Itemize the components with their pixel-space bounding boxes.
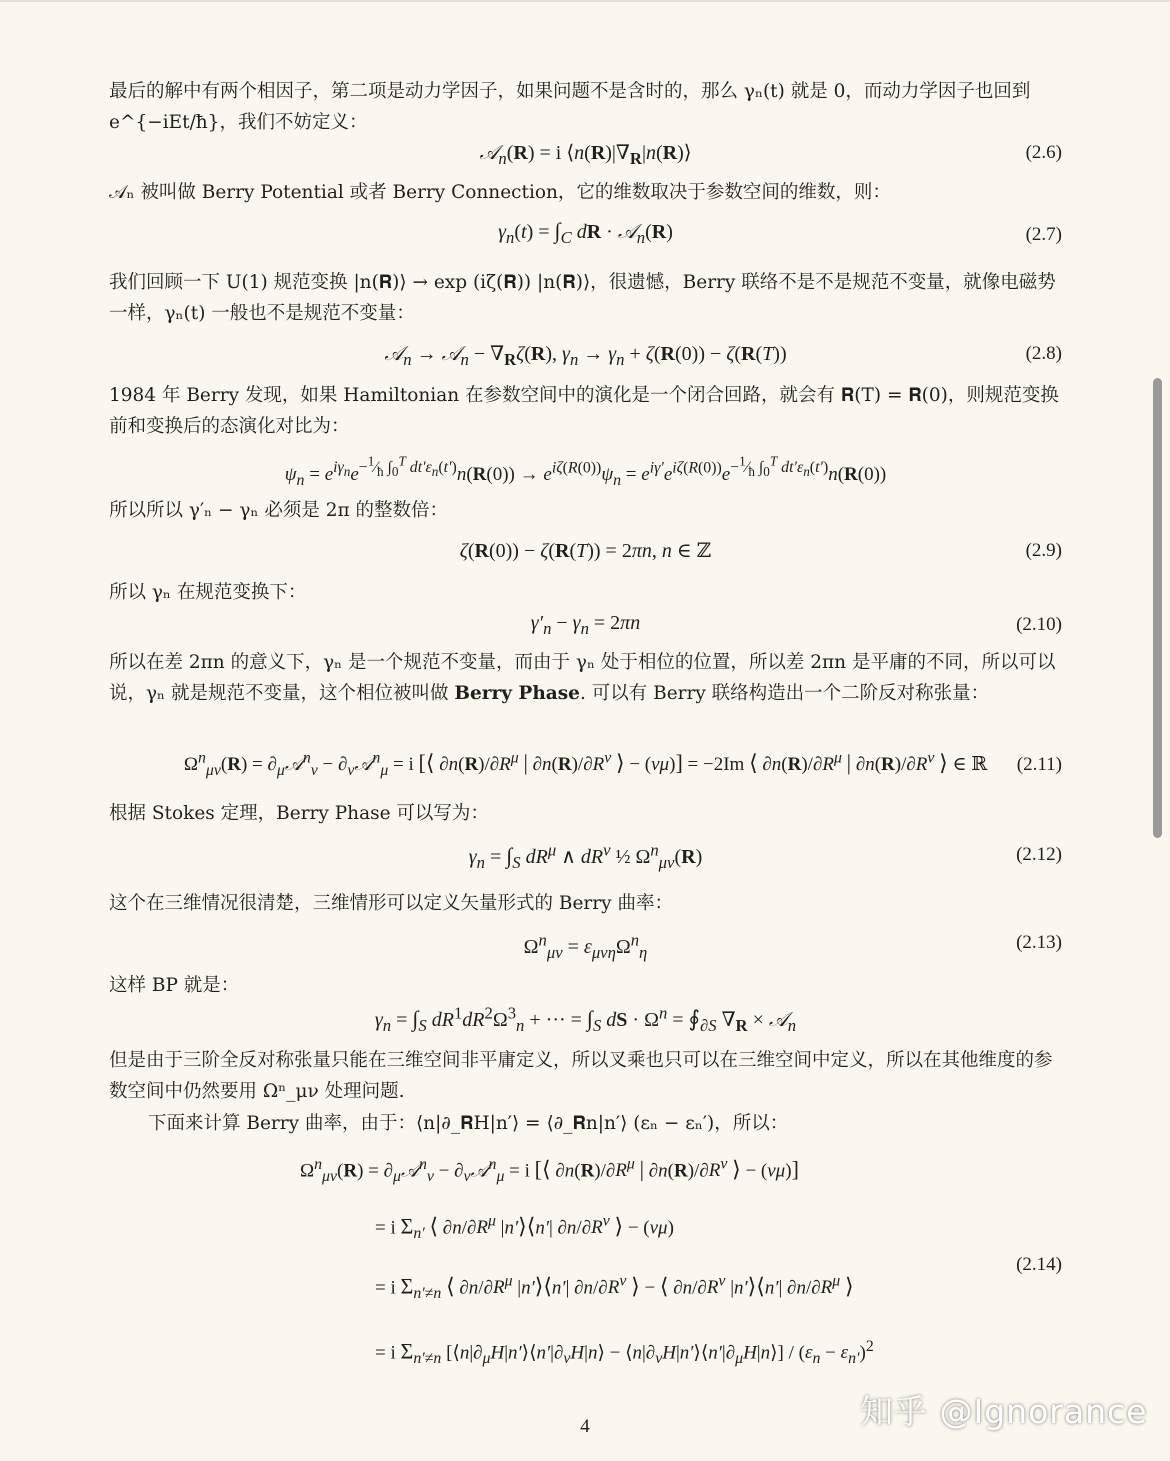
page-top-edge: [0, 0, 1170, 2]
equation-2-7-expr: $\gamma_n(t) = \int_C$ dR · 𝒜$_n$(R): [498, 218, 673, 247]
paragraph-10: 这样 BP 就是：: [109, 975, 240, 996]
equation-2-14-line-1: $\Omega^n_{\mu\nu}(R)$ = $\partial_\mu 𝒜^n_\nu$ − $\partial_\nu 𝒜^n_\mu = i$ [⟨ $\partial n(R)/\partial R^\mu$ | $\partial n(R)/\partial R^\nu$ ⟩ − (νμ)]: [300, 1156, 799, 1186]
equation-number-2-12: (2.12): [1016, 844, 1062, 865]
paragraph-7: [109, 647, 1062, 709]
paragraph-2: 𝒜ₙ 被叫做 Berry Potential 或者 Berry Connection，它的维数取决于参数空间的维数，则：: [109, 182, 891, 203]
equation-2-6: [109, 140, 1062, 169]
paragraph-3: 我们回顾一下 U(1) 规范变换 |n(𝐑)⟩ → exp (iζ(𝐑)) |n(𝐑)⟩，很遗憾，Berry 联络不是不是规范不变量，就像电磁势一样，γₙ(t) 一般也不是规范不变量：: [109, 272, 1056, 324]
paragraph-7-text-a: 所以在差 2πn 的意义下，γₙ 是一个规范不变量，而由于 γₙ 处于相位的位置，所以差 2πn 是平庸的不同，所以可以说，γₙ 就是规范不变量，这个相位被叫做: [109, 652, 1056, 704]
paragraph-1: 最后的解中有两个相因子，第二项是动力学因子，如果问题不是含时的，那么 γₙ(t) 就是 0，而动力学因子也回到 e^{−iEt/ħ}，我们不妨定义：: [109, 81, 1031, 133]
equation-psi-expr: $\psi_n = e^{i\gamma_n}e^{-^1⁄_ħ \int_0^T dt'\varepsilon_n(t')}n(R(0)) \to e^{i\zeta(R(0))}\psi_n = e^{i\gamma'}e^{i\zeta(R(0))}e^{-^1⁄_ħ \int_0^T dt'\varepsilon_n(t')}n(R(0))$: [284, 454, 887, 489]
equation-2-11-expr: $\Omega^n_{\mu\nu}(R)$ = $\partial_\mu 𝒜^n_\nu$ − $\partial_\nu 𝒜^n_\mu = i$ [⟨ $\partial n(R)/\partial R^\mu$ | $\partial n(R)/\partial R^\nu$ ⟩ − (νμ)] = −2Im ⟨ $\partial n(R)/\partial R^\mu$ | $\partial n(R)/\partial R^\nu$ ⟩ ∈ ℝ: [183, 750, 988, 780]
paragraph-7-text-c: . 可以有 Berry 联络构造出一个二阶反对称张量：: [579, 683, 990, 704]
equation-2-6-expr: 𝒜$_n$(R) = i $⟨n(R)|\nabla_R|n(R)⟩$: [479, 142, 692, 168]
paragraph-9: 这个在三维情况很清楚，三维情形可以定义矢量形式的 Berry 曲率：: [109, 893, 673, 914]
equation-2-14-line-4: = i $\Sigma_{n'\ne n}$ [$⟨n|\partial_\mu H|n'⟩⟨n'|\partial_\nu H|n⟩$ − $⟨n|\partial_\nu H|n'⟩⟨n'|\partial_\mu H|n⟩] / (\varepsilon_n - \varepsilon_{n'})^2$: [375, 1338, 874, 1368]
equation-2-13-expr: $\Omega^n_{\mu\nu} = \varepsilon_{\mu\nu\eta}\Omega^n_\eta$: [523, 930, 648, 962]
paragraph-12: 下面来计算 Berry 曲率，由于：⟨n|∂_𝐑H|n′⟩ = ⟨∂_𝐑n|n′⟩ (εₙ − εₙ′)，所以：: [148, 1113, 789, 1134]
equation-2-7: [109, 218, 1062, 248]
vertical-scrollbar[interactable]: [1153, 378, 1162, 838]
paragraph-4: 1984 年 Berry 发现，如果 Hamiltonian 在参数空间中的演化是一个闭合回路，就会有 𝐑(T) = 𝐑(0)，则规范变换前和变换后的态演化对比为：: [109, 385, 1059, 437]
paragraph-5: 所以所以 γ′ₙ − γₙ 必须是 2π 的整数倍：: [109, 500, 449, 521]
berry-phase-term: Berry Phase: [454, 683, 580, 704]
equation-number-2-9: (2.9): [1025, 540, 1062, 561]
equation-2-11: [109, 750, 1062, 780]
equation-2-13: [109, 930, 1062, 963]
paragraph-6: 所以 γₙ 在规范变换下：: [109, 582, 307, 603]
equation-2-10: [109, 612, 1062, 639]
equation-berry-phase-3d: [109, 1003, 1062, 1036]
equation-2-14-line-2: = i $\Sigma_{n'}$ ⟨ $\partial n/\partial R^\mu$ |n′⟩⟨n′| $\partial n/\partial R^\nu$ ⟩ − (νμ): [375, 1213, 674, 1243]
equation-2-9: [109, 538, 1062, 563]
equation-berry-phase-3d-expr: $\gamma_n = \int_S$ $dR^1dR^2\Omega^3_n$ + ··· = $\int_S$ dS · $\Omega^n$ = $∮_{\partial S}$ $\nabla_R$ × 𝒜$_n$: [374, 1003, 797, 1035]
equation-number-2-14: (2.14): [1016, 1254, 1062, 1275]
page-number: 4: [580, 1416, 590, 1437]
equation-psi-evolution: [109, 454, 1062, 489]
zhihu-watermark: 知乎 @Ignorance: [860, 1392, 1148, 1431]
equation-2-9-expr: ζ(R(0)) − ζ(R(T)) = 2πn, n ∈ ℤ: [459, 540, 712, 562]
equation-number-2-6: (2.6): [1025, 142, 1062, 163]
equation-number-2-7: (2.7): [1025, 224, 1062, 245]
equation-number-2-10: (2.10): [1016, 614, 1062, 635]
paragraph-11: 但是由于三阶全反对称张量只能在三维空间非平庸定义，所以叉乘也只可以在三维空间中定义，所以在其他维度的参数空间中仍然要用 Ωⁿ_μν 处理问题.: [109, 1050, 1053, 1102]
equation-number-2-13: (2.13): [1016, 932, 1062, 953]
equation-2-12: [109, 840, 1062, 873]
equation-2-8-expr: 𝒜$_n$ → 𝒜$_n$ − $\nabla_R\zeta(R)$, $\gamma_n \to \gamma_n + \zeta(R(0)) - \zeta(R(T))$: [384, 343, 787, 369]
equation-number-2-8: (2.8): [1025, 343, 1062, 364]
paragraph-8: 根据 Stokes 定理，Berry Phase 可以写为：: [109, 803, 489, 824]
equation-number-2-11: (2.11): [1016, 754, 1062, 775]
equation-2-12-expr: $\gamma_n = \int_S$ $dR^\mu$ ∧ $dR^\nu$ ½ $\Omega^n_{\mu\nu}(R)$: [468, 840, 703, 872]
equation-2-8: [109, 341, 1062, 370]
equation-2-14-line-3: = i $\Sigma_{n'\ne n}$ ⟨ $\partial n/\partial R^\mu$ |n′⟩⟨n′| $\partial n/\partial R^\nu$ ⟩ − ⟨ $\partial n/\partial R^\nu$ |n′⟩⟨n′| $\partial n/\partial R^\mu$ ⟩: [375, 1273, 854, 1303]
equation-2-10-expr: $\gamma'_n - \gamma_n = 2\pi n$: [530, 612, 641, 638]
